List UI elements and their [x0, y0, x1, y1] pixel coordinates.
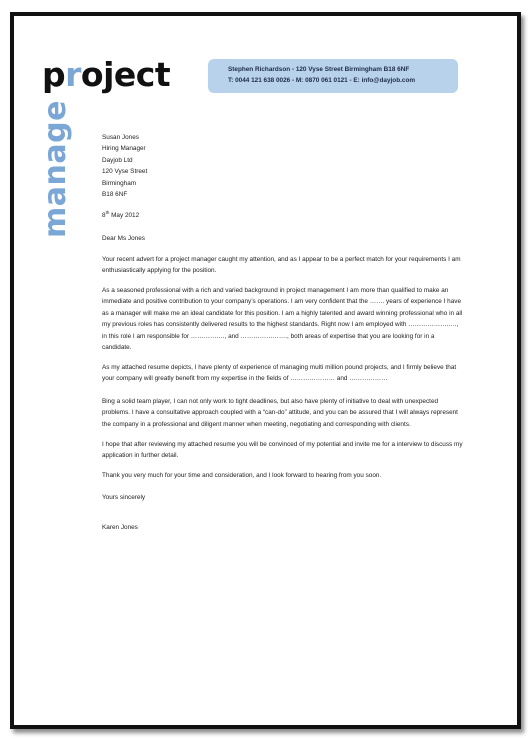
letter-body	[102, 132, 464, 533]
recipient-name: Susan Jones	[102, 134, 139, 141]
date-day: 8	[102, 212, 106, 220]
date-suffix: th	[105, 210, 110, 216]
paragraph-team-player: Bing a solid team player, I can not only work to tight deadlines, but also have plenty of initiative to deal with unexpected problems. I have a consultative approach coupled with a “can-do” attitude, and you can be assured that I will always represent the company in a professional and diligent manner when meeting, negotiating and corresponding with clients.	[102, 397, 458, 428]
recipient-postcode: B18 6NF	[102, 191, 128, 199]
logo-manage-word: manage	[38, 100, 73, 238]
recipient-address	[102, 132, 464, 200]
contact-box	[208, 59, 458, 93]
recipient-title: Hiring Manager	[102, 145, 146, 153]
recipient-street: 120 Vyse Street	[102, 168, 148, 176]
recipient-city: Birmingham	[102, 179, 137, 187]
paragraph-intro: Your recent advert for a project manager caught my attention, and as I appear to be a perfect match for your requirements I am enthusiastically applying for the position.	[102, 255, 461, 275]
logo-project-word	[42, 55, 171, 94]
closing: Yours sincerely	[102, 494, 146, 502]
salutation: Dear Ms Jones	[102, 234, 145, 242]
paragraph-thanks: Thank you very much for your time and consideration, and I look forward to hearing from you soon.	[102, 471, 382, 479]
contact-phone-email-line: T: 0044 121 638 0026 - M: 0870 061 0121 - E: info@dayjob.com	[228, 77, 416, 84]
letter-page	[10, 12, 521, 729]
letter-date	[102, 210, 464, 221]
logo-word-rest: oject	[80, 55, 171, 94]
logo-letter-p: p	[42, 55, 66, 94]
logo-letter-r: r	[65, 55, 81, 94]
paragraph-resume: As my attached resume depicts, I have plenty of experience of managing multi million pound projects, and I firmly believe that your company will greatly benefit from my expertise in the fields of ………………… and ………………	[102, 364, 457, 383]
date-rest: May 2012	[109, 212, 140, 220]
paragraph-interview: I hope that after reviewing my attached resume you will be convinced of my potential and invite me for a interview to discuss my application in further detail.	[102, 440, 463, 459]
recipient-company: Dayjob Ltd	[102, 156, 133, 164]
paragraph-experience: As a seasoned professional with a rich and varied background in project management I am more than qualified to make an immediate and positive contribution to your company’s operations. I am very confident that the ……. years of experience I have as a manager will make me an ideal candidate for this position. I am a highly talented and award winning professional who in all my previous roles has consistently delivered results to the highest standards. Right now I am employed with ………………….., in this role I am responsible for ……………., and …………………., both areas of expertise that you are looking for in a candidate.	[102, 287, 463, 352]
signature-name: Karen Jones	[102, 523, 138, 531]
contact-address-line: Stephen Richardson - 120 Vyse Street Birmingham B18 6NF	[228, 66, 410, 73]
